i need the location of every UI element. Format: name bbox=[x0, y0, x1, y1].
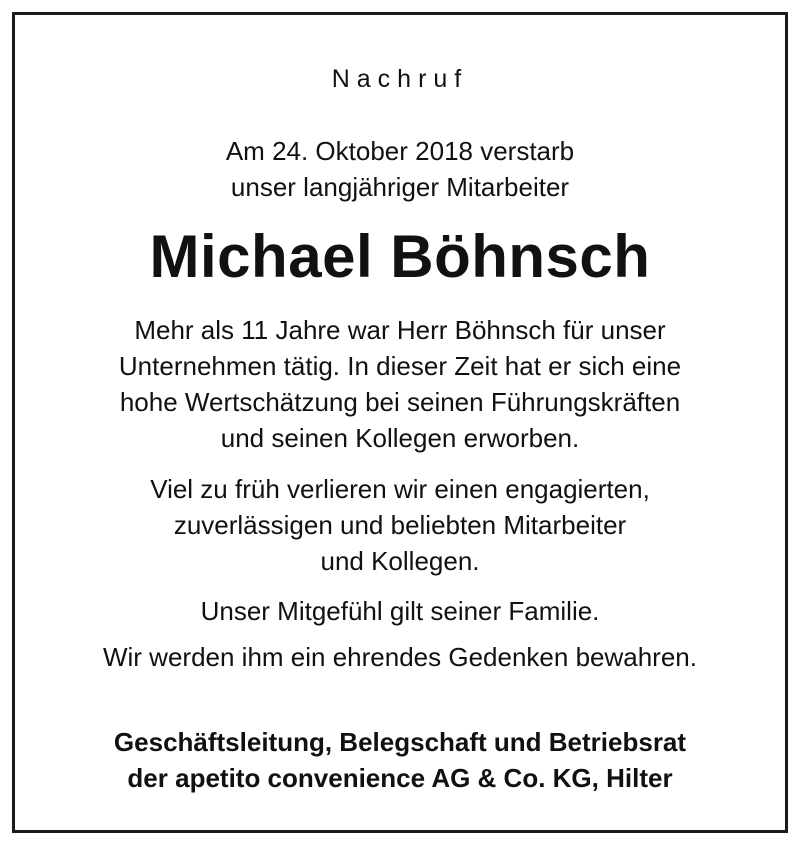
condolence-line: Unser Mitgefühl gilt seiner Familie. bbox=[200, 596, 600, 626]
paragraph-line: hohe Wertschätzung bei seinen Führungskräften bbox=[119, 387, 681, 417]
obituary-notice bbox=[12, 12, 788, 833]
signature-line: der apetito convenience AG & Co. KG, Hilter bbox=[127, 763, 673, 793]
paragraph-line: Viel zu früh verlieren wir einen engagierten, bbox=[150, 474, 650, 504]
signature-line: Geschäftsleitung, Belegschaft und Betriebsrat bbox=[113, 727, 687, 757]
intro-line: unser langjähriger Mitarbeiter bbox=[230, 172, 570, 202]
paragraph-line: Mehr als 11 Jahre war Herr Böhnsch für unser bbox=[134, 315, 666, 345]
notice-heading: Nachruf bbox=[331, 65, 469, 93]
paragraph-line: und Kollegen. bbox=[320, 546, 480, 576]
paragraph-line: und seinen Kollegen erworben. bbox=[220, 423, 580, 453]
paragraph-line: Unternehmen tätig. In dieser Zeit hat er sich eine bbox=[118, 351, 682, 381]
deceased-name: Michael Böhnsch bbox=[149, 223, 651, 290]
paragraph-line: zuverlässigen und beliebten Mitarbeiter bbox=[173, 510, 627, 540]
intro-line: Am 24. Oktober 2018 verstarb bbox=[225, 136, 575, 166]
remembrance-line: Wir werden ihm ein ehrendes Gedenken bewahren. bbox=[102, 642, 697, 672]
